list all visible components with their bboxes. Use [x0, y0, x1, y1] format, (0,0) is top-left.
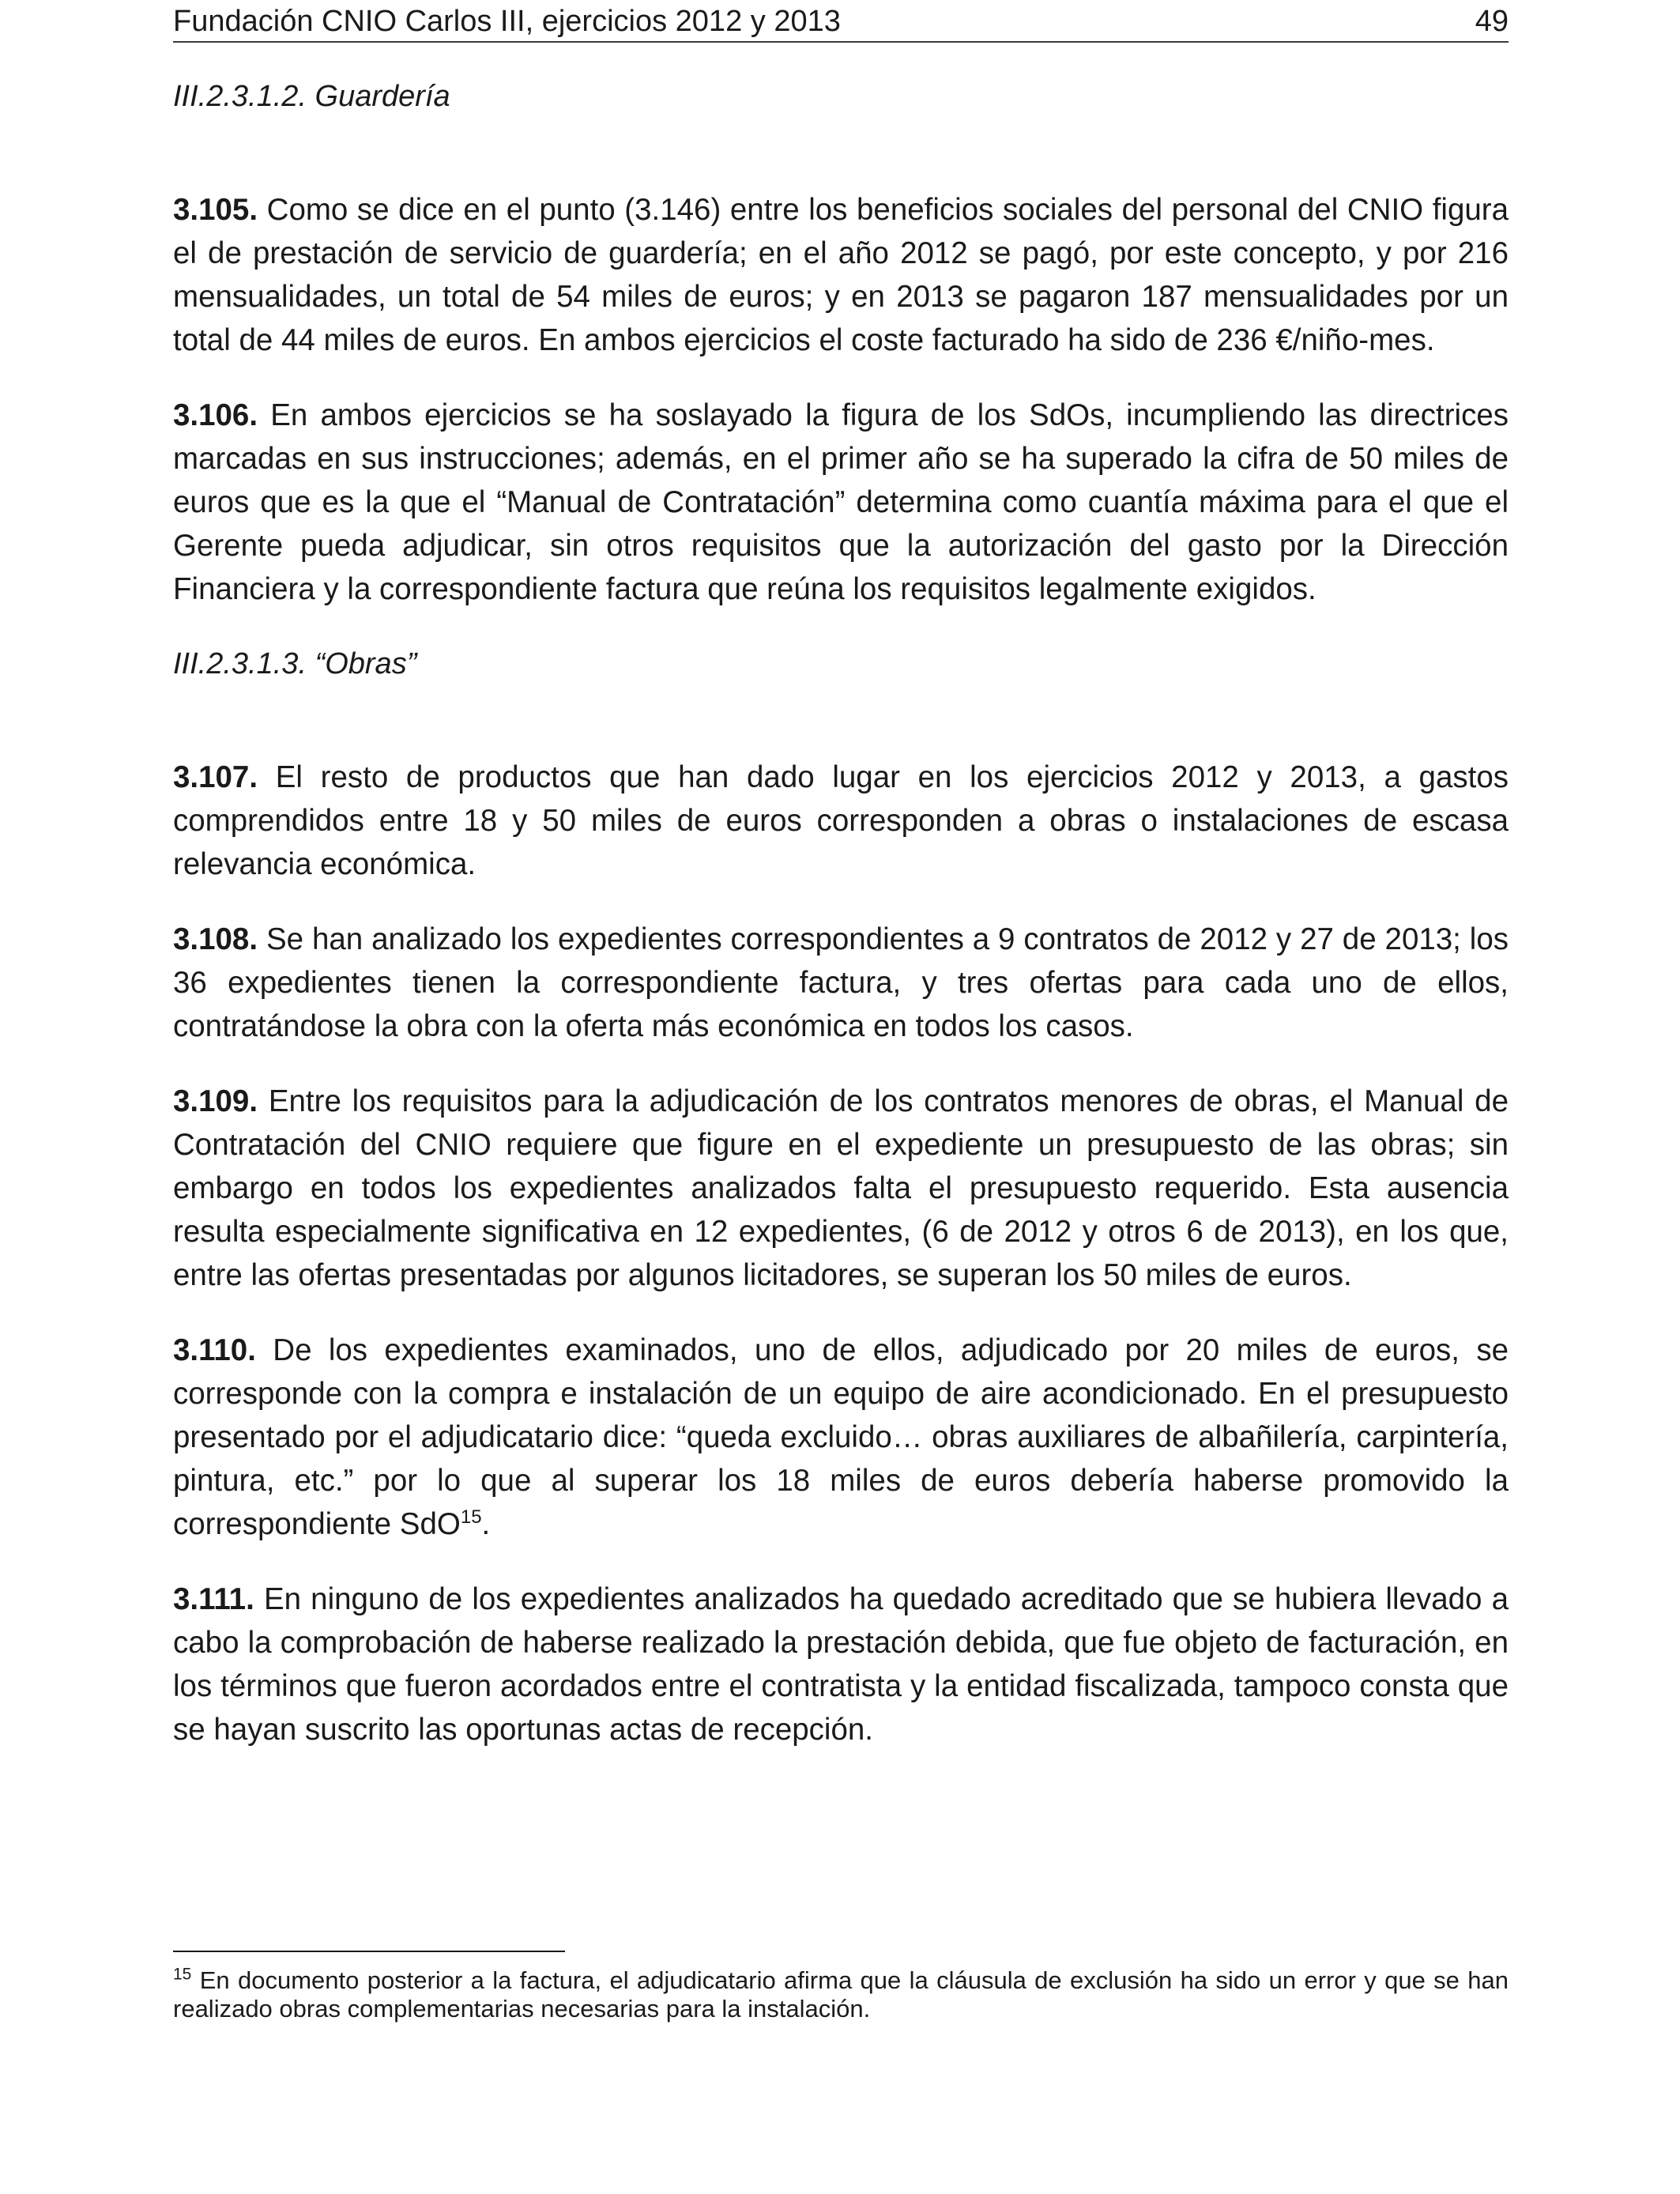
- paragraph-number: 3.105.: [173, 193, 258, 227]
- paragraph-3-108: [173, 918, 1509, 1048]
- paragraph-number: 3.107.: [173, 760, 258, 794]
- paragraph-number: 3.106.: [173, 398, 258, 432]
- paragraph-3-105: [173, 188, 1509, 362]
- page-number: 49: [1475, 5, 1509, 38]
- footnote-reference[interactable]: 15: [460, 1506, 482, 1529]
- document-body: [173, 75, 1509, 1751]
- paragraph-number: 3.108.: [173, 922, 258, 956]
- paragraph-text: Entre los requisitos para la adjudicación de los contratos menores de obras, el Manual de Contratación del CNIO requiere que figure en el expediente un presupuesto de las obras; sin embargo en todos los expedientes analizados falta el presupuesto requerido. Esta ausencia resulta especialmente significativa en 12 expedientes, (6 de 2012 y otros 6 de 2013), en los que, entre las ofertas presentadas por algunos licitadores, se superan los 50 miles de euros.: [173, 1084, 1509, 1292]
- header-title: Fundación CNIO Carlos III, ejercicios 2012 y 2013: [173, 5, 841, 38]
- paragraph-tail: .: [481, 1507, 491, 1541]
- paragraph-3-109: [173, 1080, 1509, 1297]
- paragraph-3-107: [173, 756, 1509, 886]
- paragraph-number: 3.110.: [173, 1333, 256, 1367]
- paragraph-text: En ninguno de los expedientes analizados ha quedado acreditado que se hubiera llevado a cabo la comprobación de haberse realizado la prestación debida, que fue objeto de facturación, en los términos que fueron acordados entre el contratista y la entidad fiscalizada, tampoco consta que se hayan suscrito las oportunas actas de recepción.: [173, 1582, 1509, 1747]
- footnote: [173, 1966, 1509, 2023]
- paragraph-text: El resto de productos que han dado lugar en los ejercicios 2012 y 2013, a gastos comprendidos entre 18 y 50 miles de euros corresponden a obras o instalaciones de escasa relevancia económica.: [173, 760, 1509, 881]
- page-header: [173, 2, 1509, 43]
- paragraph-text: En ambos ejercicios se ha soslayado la figura de los SdOs, incumpliendo las directrices marcadas en sus instrucciones; además, en el primer año se ha superado la cifra de 50 miles de euros que es la que el “Manual de Contratación” determina como cuantía máxima para el que el Gerente pueda adjudicar, sin otros requisitos que la autorización del gasto por la Dirección Financiera y la correspondiente factura que reúna los requisitos legalmente exigidos.: [173, 398, 1509, 606]
- paragraph-number: 3.111.: [173, 1582, 254, 1616]
- paragraph-number: 3.109.: [173, 1084, 258, 1118]
- paragraph-text: Se han analizado los expedientes correspondientes a 9 contratos de 2012 y 27 de 2013; los 36 expedientes tienen la correspondiente factura, y tres ofertas para cada uno de ellos, contratándose la obra con la oferta más económica en todos los casos.: [173, 922, 1509, 1043]
- footnote-number: 15: [173, 1965, 192, 1984]
- footnote-text: En documento posterior a la factura, el adjudicatario afirma que la cláusula de exclusión ha sido un error y que se han realizado obras complementarias necesarias para la instalación.: [173, 1966, 1509, 2022]
- section-heading-obras: III.2.3.1.3. “Obras”: [173, 647, 417, 680]
- paragraph-text: Como se dice en el punto (3.146) entre los beneficios sociales del personal del CNIO figura el de prestación de servicio de guardería; en el año 2012 se pagó, por este concepto, y por 216 mensualidades, un total de 54 miles de euros; y en 2013 se pagaron 187 mensualidades por un total de 44 miles de euros. En ambos ejercicios el coste facturado ha sido de 236 €/niño-mes.: [173, 193, 1509, 357]
- paragraph-3-110: [173, 1329, 1509, 1546]
- footnote-separator: [173, 1951, 565, 1952]
- paragraph-3-111: [173, 1578, 1509, 1751]
- paragraph-3-106: [173, 394, 1509, 611]
- section-heading-guarderia: III.2.3.1.2. Guardería: [173, 80, 450, 113]
- paragraph-text: De los expedientes examinados, uno de ellos, adjudicado por 20 miles de euros, se corresponde con la compra e instalación de un equipo de aire acondicionado. En el presupuesto presentado por el adjudicatario dice: “queda excluido… obras auxiliares de albañilería, carpintería, pintura, etc.” por lo que al superar los 18 miles de euros debería haberse promovido la correspondiente SdO: [173, 1333, 1509, 1541]
